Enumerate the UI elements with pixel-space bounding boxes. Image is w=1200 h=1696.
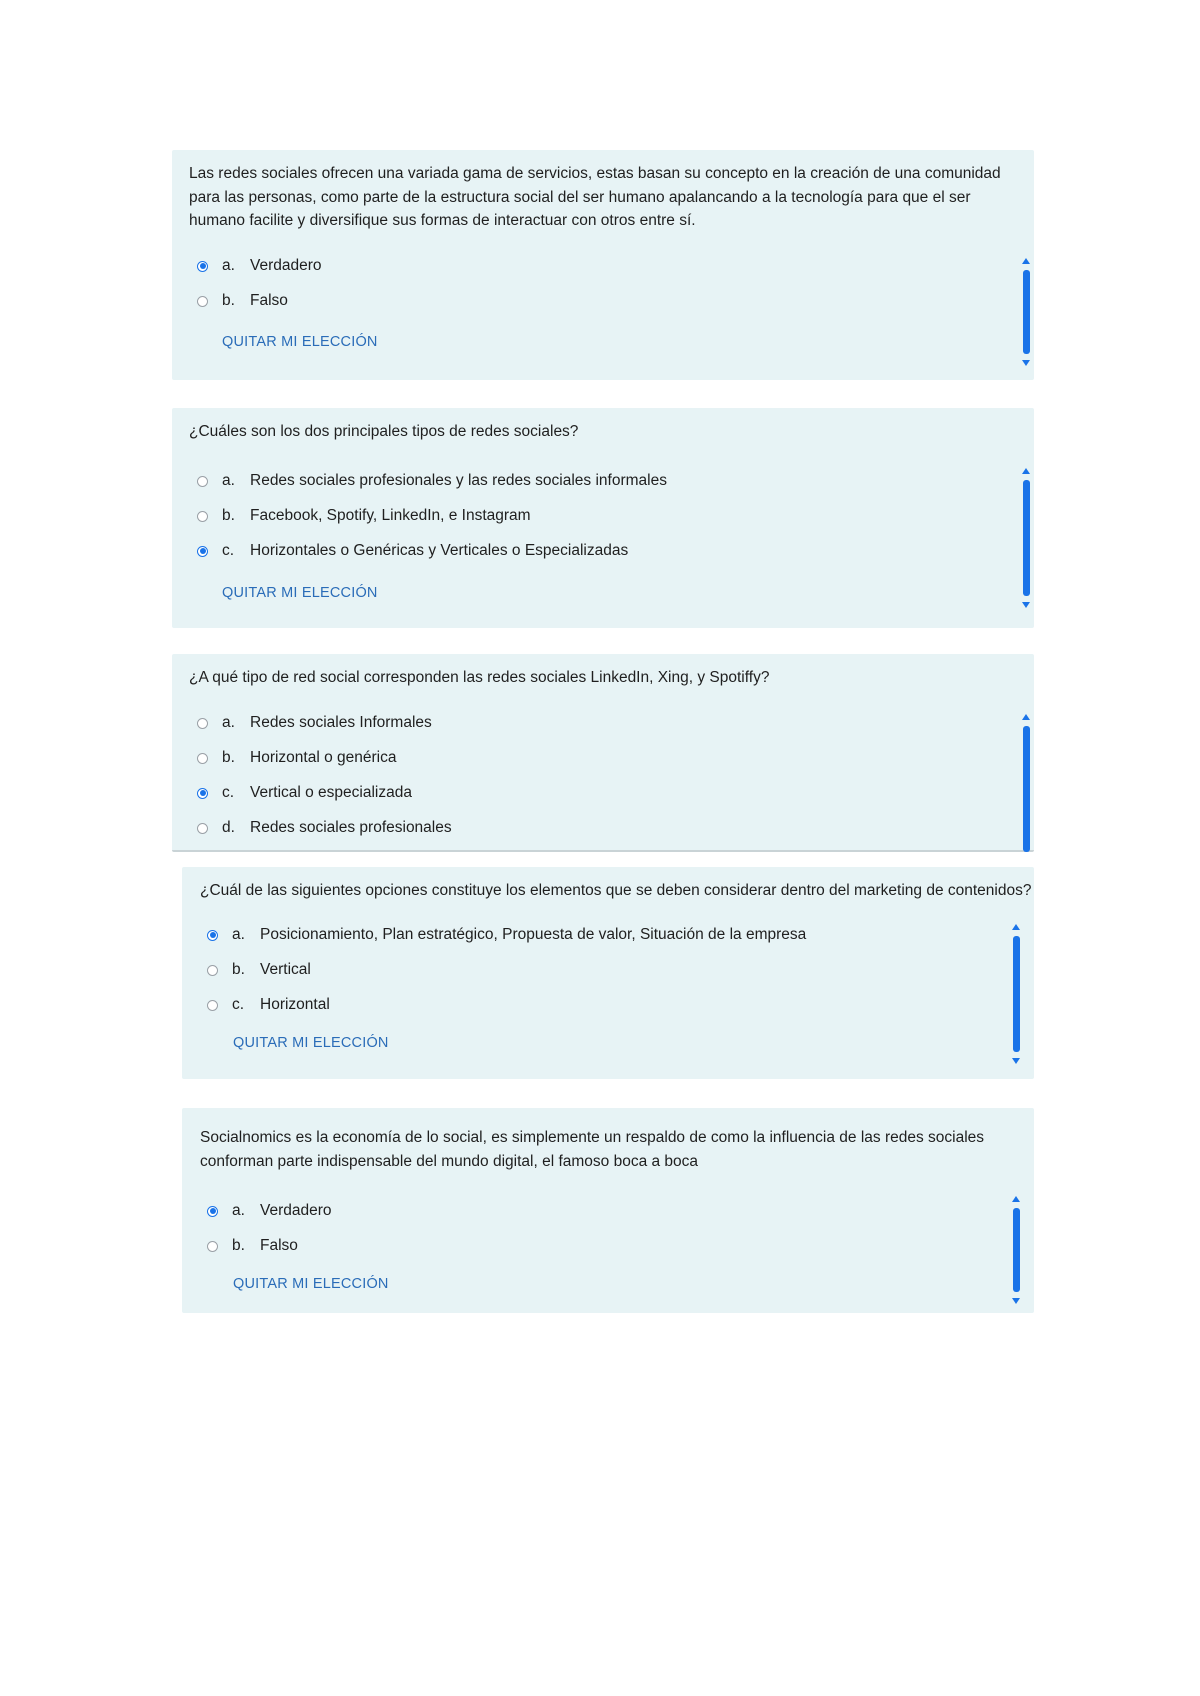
option-letter: b. [232, 1237, 245, 1254]
radio-button[interactable] [207, 1206, 218, 1217]
option-c[interactable] [197, 540, 628, 562]
option-b[interactable] [197, 290, 288, 312]
question-card-2 [172, 408, 1034, 628]
option-label: Horizontal [260, 996, 330, 1013]
option-a[interactable] [207, 1200, 332, 1222]
option-a[interactable] [207, 924, 806, 946]
radio-button[interactable] [197, 261, 208, 272]
option-label: Horizontal o genérica [250, 749, 397, 766]
option-letter: a. [232, 1202, 245, 1219]
option-letter: b. [222, 749, 235, 766]
option-letter: b. [222, 292, 235, 309]
scrollbar[interactable] [1022, 468, 1031, 608]
option-letter: b. [232, 961, 245, 978]
scrollbar[interactable] [1012, 924, 1021, 1064]
radio-button[interactable] [197, 823, 208, 834]
radio-button[interactable] [197, 511, 208, 522]
option-letter: b. [222, 507, 235, 524]
scrollbar-thumb[interactable] [1023, 726, 1030, 852]
option-label: Redes sociales Informales [250, 714, 432, 731]
scroll-down-arrow-icon[interactable] [1012, 1058, 1020, 1064]
scroll-up-arrow-icon[interactable] [1022, 468, 1030, 474]
option-b[interactable] [197, 747, 396, 769]
scrollbar[interactable] [1022, 714, 1031, 852]
option-b[interactable] [207, 1235, 298, 1257]
clear-choice-link[interactable]: QUITAR MI ELECCIÓN [222, 585, 378, 601]
option-b[interactable] [207, 959, 311, 981]
scrollbar[interactable] [1012, 1196, 1021, 1304]
scrollbar-thumb[interactable] [1013, 936, 1020, 1052]
radio-button[interactable] [197, 753, 208, 764]
option-letter: a. [222, 472, 235, 489]
scroll-up-arrow-icon[interactable] [1012, 1196, 1020, 1202]
option-letter: c. [232, 996, 245, 1013]
radio-button[interactable] [207, 930, 218, 941]
option-label: Vertical o especializada [250, 784, 412, 801]
radio-button[interactable] [197, 476, 208, 487]
radio-button[interactable] [197, 718, 208, 729]
scroll-up-arrow-icon[interactable] [1022, 714, 1030, 720]
option-label: Falso [260, 1237, 298, 1254]
option-a[interactable] [197, 712, 432, 734]
radio-button[interactable] [207, 1241, 218, 1252]
scroll-down-arrow-icon[interactable] [1012, 1298, 1020, 1304]
option-label: Verdadero [260, 1202, 332, 1219]
option-letter: a. [232, 926, 245, 943]
option-label: Vertical [260, 961, 311, 978]
option-d[interactable] [197, 817, 452, 839]
clear-choice-link[interactable]: QUITAR MI ELECCIÓN [233, 1035, 389, 1051]
question-text: ¿A qué tipo de red social corresponden las redes sociales LinkedIn, Xing, y Spotiffy? [189, 669, 770, 686]
radio-button[interactable] [197, 788, 208, 799]
question-card-5 [182, 1108, 1034, 1313]
option-letter: c. [222, 542, 235, 559]
option-label: Horizontales o Genéricas y Verticales o Especializadas [250, 542, 629, 559]
option-letter: a. [222, 257, 235, 274]
question-card-1 [172, 150, 1034, 380]
option-label: Facebook, Spotify, LinkedIn, e Instagram [250, 507, 531, 524]
question-text: Socialnomics es la economía de lo social, es simplemente un respaldo de como la influencia de las redes sociales conforman parte indispensable del mundo digital, el famoso boca a boca [200, 1129, 985, 1170]
clear-choice-link[interactable]: QUITAR MI ELECCIÓN [222, 334, 378, 350]
scrollbar-thumb[interactable] [1023, 270, 1030, 354]
question-text: ¿Cuáles son los dos principales tipos de redes sociales? [189, 423, 579, 440]
option-label: Falso [250, 292, 288, 309]
option-a[interactable] [197, 470, 667, 492]
scroll-up-arrow-icon[interactable] [1012, 924, 1020, 930]
option-b[interactable] [197, 505, 531, 527]
option-a[interactable] [197, 255, 322, 277]
question-text: Las redes sociales ofrecen una variada gama de servicios, estas basan su concepto en la creación de una comunidad para las personas, como parte de la estructura social del ser humano apalancando a la tecnología para que el ser humano facilite y diversifique sus formas de interactuar con otros entre sí. [189, 165, 1001, 229]
question-card-3 [172, 654, 1034, 852]
question-card-4 [182, 867, 1034, 1079]
scrollbar-thumb[interactable] [1013, 1208, 1020, 1292]
option-c[interactable] [207, 994, 330, 1016]
option-label: Posicionamiento, Plan estratégico, Propuesta de valor, Situación de la empresa [260, 926, 807, 943]
scrollbar-thumb[interactable] [1023, 480, 1030, 596]
option-letter: a. [222, 714, 235, 731]
radio-button[interactable] [197, 546, 208, 557]
radio-button[interactable] [207, 965, 218, 976]
option-label: Verdadero [250, 257, 322, 274]
radio-button[interactable] [197, 296, 208, 307]
radio-button[interactable] [207, 1000, 218, 1011]
option-letter: c. [222, 784, 235, 801]
clear-choice-link[interactable]: QUITAR MI ELECCIÓN [233, 1276, 389, 1292]
option-label: Redes sociales profesionales [250, 819, 452, 836]
option-label: Redes sociales profesionales y las redes sociales informales [250, 472, 667, 489]
scrollbar[interactable] [1022, 258, 1031, 366]
scroll-up-arrow-icon[interactable] [1022, 258, 1030, 264]
scroll-down-arrow-icon[interactable] [1022, 360, 1030, 366]
question-text: ¿Cuál de las siguientes opciones constituye los elementos que se deben considerar dentro del marketing de contenidos? [200, 882, 1032, 899]
option-letter: d. [222, 819, 235, 836]
scroll-down-arrow-icon[interactable] [1022, 602, 1030, 608]
option-c[interactable] [197, 782, 412, 804]
